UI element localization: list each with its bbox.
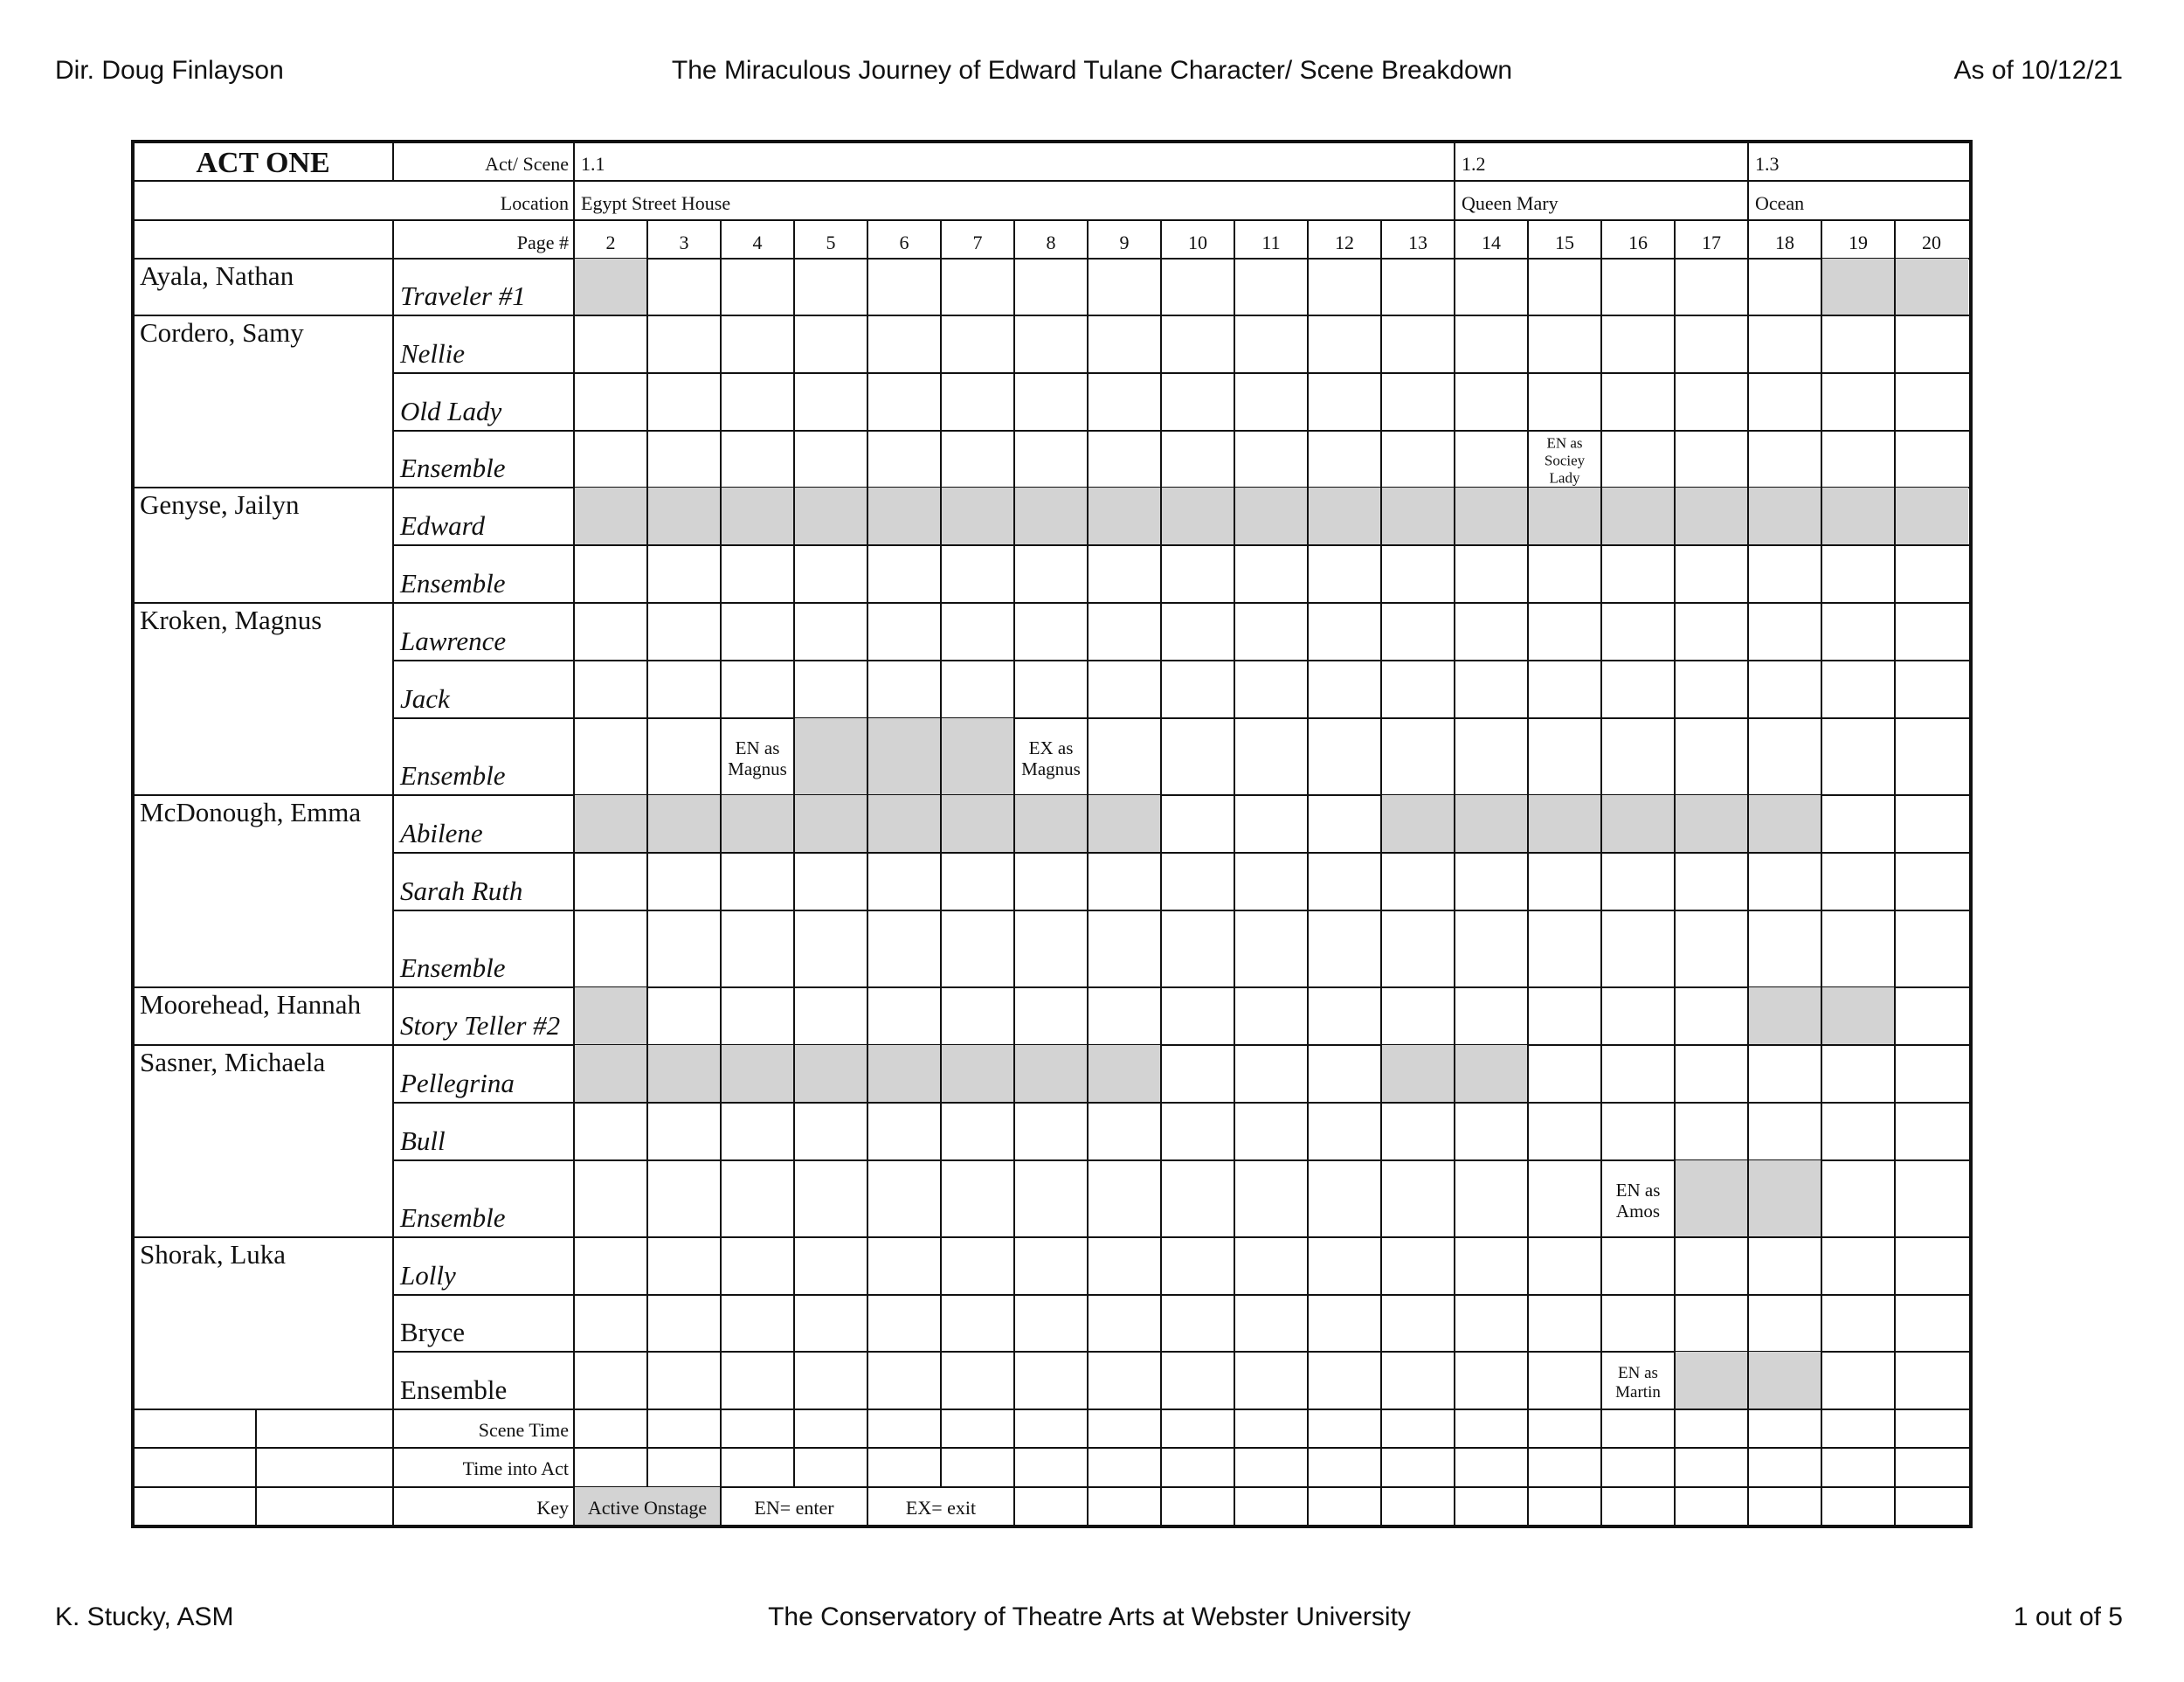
summary-row-label: Key (536, 1497, 569, 1519)
cell-note: EN as (735, 737, 780, 758)
actor-name: Shorak, Luka (140, 1239, 287, 1270)
active-cell (1601, 795, 1675, 853)
scene-label: 1.1 (581, 153, 605, 175)
active-cell (1455, 488, 1528, 545)
actor-name: Ayala, Nathan (140, 260, 294, 291)
actor-name: Genyse, Jailyn (140, 489, 300, 520)
scene-location: Ocean (1755, 192, 1805, 214)
active-cell (721, 488, 794, 545)
page-number-cell: 10 (1188, 232, 1207, 253)
role-name: Old Lady (400, 396, 502, 426)
scene-location: Egypt Street House (581, 192, 731, 214)
cell-note: EX as (1028, 737, 1074, 758)
active-cell (574, 488, 647, 545)
actor-name: McDonough, Emma (140, 797, 362, 827)
active-cell (1895, 488, 1968, 545)
active-cell (1748, 795, 1821, 853)
active-cell (941, 488, 1014, 545)
cell-note: Magnus (1021, 758, 1081, 779)
active-cell (647, 795, 721, 853)
key-active-label: Active Onstage (587, 1497, 708, 1519)
cell-note: Lady (1549, 469, 1580, 487)
active-cell (941, 718, 1014, 795)
page-number-cell: 9 (1119, 232, 1130, 253)
active-cell (1014, 488, 1088, 545)
active-cell (1601, 488, 1675, 545)
role-name: Edward (400, 510, 486, 541)
page-label: Page # (516, 232, 569, 253)
active-cell (1821, 987, 1895, 1045)
active-cell (1014, 1045, 1088, 1103)
page-number-cell: 11 (1261, 232, 1281, 253)
document-title: The Miraculous Journey of Edward Tulane Character/ Scene Breakdown (671, 56, 1513, 85)
active-cell (1161, 488, 1234, 545)
active-cell (1528, 488, 1601, 545)
role-name: Bull (400, 1125, 446, 1156)
scene-label: 1.3 (1755, 153, 1780, 175)
page-number-cell: 19 (1849, 232, 1868, 253)
active-cell (647, 1045, 721, 1103)
active-cell (574, 987, 647, 1045)
role-name: Ensemble (400, 1374, 508, 1405)
page-number-cell: 6 (899, 232, 909, 253)
cell-note: Sociey (1544, 452, 1586, 469)
page-number: 1 out of 5 (2013, 1602, 2123, 1631)
active-cell (574, 1045, 647, 1103)
active-cell (1088, 488, 1161, 545)
active-cell (1748, 488, 1821, 545)
page-number-cell: 5 (826, 232, 836, 253)
role-name: Nellie (400, 338, 466, 369)
page-number-cell: 8 (1046, 232, 1056, 253)
actor-name: Sasner, Michaela (140, 1047, 326, 1077)
summary-row-label: Time into Act (462, 1457, 569, 1479)
active-cell (1675, 795, 1748, 853)
summary-row-label: Scene Time (478, 1419, 569, 1441)
role-name: Lawrence (400, 626, 507, 656)
active-cell (1455, 1045, 1528, 1103)
page-number-cell: 3 (679, 232, 689, 253)
revision-date: As of 10/12/21 (1953, 56, 2123, 85)
active-cell (867, 1045, 941, 1103)
page-number-cell: 7 (972, 232, 983, 253)
active-cell (1748, 987, 1821, 1045)
role-name: Lolly (400, 1260, 456, 1291)
cell-note: EN as (1546, 434, 1583, 452)
page-number-cell: 4 (752, 232, 763, 253)
page-number-cell: 13 (1408, 232, 1427, 253)
role-name: Ensemble (400, 453, 506, 483)
active-cell (1381, 1045, 1455, 1103)
page-number-cell: 14 (1482, 232, 1501, 253)
role-name: Ensemble (400, 568, 506, 599)
asm-name: K. Stucky, ASM (55, 1602, 234, 1631)
active-cell (867, 795, 941, 853)
role-name: Ensemble (400, 952, 506, 983)
act-title: ACT ONE (196, 147, 330, 179)
active-cell (1528, 795, 1601, 853)
location-label: Location (500, 192, 569, 214)
active-cell (1381, 795, 1455, 853)
cell-note: EN as (1615, 1180, 1661, 1201)
active-cell (794, 718, 867, 795)
active-cell (1308, 488, 1381, 545)
key-exit-label: EX= exit (905, 1497, 977, 1519)
active-cell (574, 259, 647, 315)
active-cell (1234, 488, 1308, 545)
active-cell (1895, 259, 1968, 315)
role-name: Jack (400, 683, 450, 714)
active-cell (721, 795, 794, 853)
active-cell (1821, 259, 1895, 315)
page-number-cell: 18 (1775, 232, 1794, 253)
active-cell (867, 488, 941, 545)
page-number-cell: 15 (1555, 232, 1574, 253)
active-cell (1088, 795, 1161, 853)
active-cell (1675, 1160, 1748, 1237)
scene-location: Queen Mary (1462, 192, 1559, 214)
actor-name: Cordero, Samy (140, 317, 304, 348)
page-number-cell: 12 (1335, 232, 1354, 253)
active-cell (794, 488, 867, 545)
role-name: Sarah Ruth (400, 876, 523, 906)
page-number-cell: 17 (1702, 232, 1721, 253)
role-name: Ensemble (400, 1202, 506, 1233)
cell-note: EN as (1618, 1364, 1658, 1382)
active-cell (1381, 488, 1455, 545)
active-cell (721, 1045, 794, 1103)
active-cell (1675, 1352, 1748, 1409)
active-cell (1088, 1045, 1161, 1103)
active-cell (1455, 795, 1528, 853)
director-name: Dir. Doug Finlayson (55, 56, 284, 85)
actor-name: Moorehead, Hannah (140, 989, 362, 1020)
role-name: Pellegrina (400, 1068, 515, 1098)
key-enter-label: EN= enter (754, 1497, 834, 1519)
page-number-cell: 20 (1922, 232, 1941, 253)
active-cell (794, 1045, 867, 1103)
role-name: Ensemble (400, 760, 506, 791)
active-cell (867, 718, 941, 795)
organization-name: The Conservatory of Theatre Arts at Webster University (768, 1602, 1411, 1631)
active-cell (1821, 488, 1895, 545)
act-scene-label: Act/ Scene (485, 153, 569, 175)
role-name: Story Teller #2 (400, 1010, 561, 1041)
role-name: Bryce (400, 1317, 466, 1347)
active-cell (574, 795, 647, 853)
active-cell (1748, 1352, 1821, 1409)
active-cell (941, 1045, 1014, 1103)
active-cell (941, 795, 1014, 853)
page-number-cell: 2 (605, 232, 616, 253)
page-number-cell: 16 (1628, 232, 1648, 253)
cell-note: Amos (1615, 1201, 1661, 1222)
role-name: Traveler #1 (400, 280, 526, 311)
active-cell (1748, 1160, 1821, 1237)
active-cell (1014, 795, 1088, 853)
actor-name: Kroken, Magnus (140, 605, 322, 635)
cell-note: Martin (1615, 1383, 1661, 1402)
scene-label: 1.2 (1462, 153, 1486, 175)
active-cell (1675, 488, 1748, 545)
active-cell (794, 795, 867, 853)
role-name: Abilene (400, 818, 483, 848)
active-cell (647, 488, 721, 545)
cell-note: Magnus (728, 758, 787, 779)
